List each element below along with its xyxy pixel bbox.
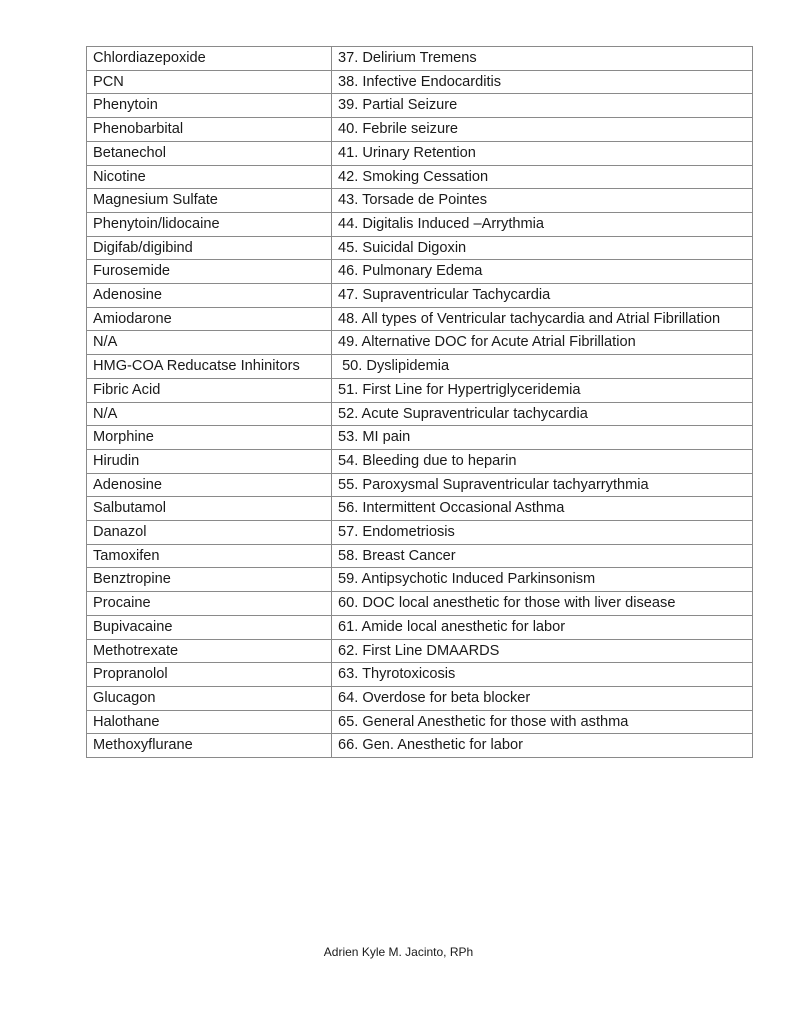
drug-cell: Methotrexate — [87, 639, 332, 663]
table-row — [87, 260, 753, 284]
indication-cell: 48. All types of Ventricular tachycardia and Atrial Fibrillation — [332, 307, 753, 331]
table-row — [87, 70, 753, 94]
indication-cell: 54. Bleeding due to heparin — [332, 449, 753, 473]
table-row — [87, 686, 753, 710]
table-row — [87, 189, 753, 213]
indication-cell: 46. Pulmonary Edema — [332, 260, 753, 284]
table-row — [87, 331, 753, 355]
indication-cell: 66. Gen. Anesthetic for labor — [332, 734, 753, 758]
table-row — [87, 568, 753, 592]
indication-cell: 57. Endometriosis — [332, 521, 753, 545]
table-row — [87, 402, 753, 426]
drug-cell: Procaine — [87, 592, 332, 616]
drug-cell: Digifab/digibind — [87, 236, 332, 260]
indication-cell: 59. Antipsychotic Induced Parkinsonism — [332, 568, 753, 592]
indication-cell: 37. Delirium Tremens — [332, 47, 753, 71]
table-row — [87, 615, 753, 639]
drug-cell: Bupivacaine — [87, 615, 332, 639]
indication-cell: 40. Febrile seizure — [332, 118, 753, 142]
drug-cell: Magnesium Sulfate — [87, 189, 332, 213]
indication-cell: 55. Paroxysmal Supraventricular tachyarrythmia — [332, 473, 753, 497]
indication-cell: 44. Digitalis Induced –Arrythmia — [332, 212, 753, 236]
drug-cell: Halothane — [87, 710, 332, 734]
drug-cell: Glucagon — [87, 686, 332, 710]
indication-cell: 56. Intermittent Occasional Asthma — [332, 497, 753, 521]
indication-cell: 51. First Line for Hypertriglyceridemia — [332, 378, 753, 402]
drug-cell: Adenosine — [87, 473, 332, 497]
table-row — [87, 118, 753, 142]
indication-cell: 41. Urinary Retention — [332, 141, 753, 165]
indication-cell: 39. Partial Seizure — [332, 94, 753, 118]
indication-cell: 53. MI pain — [332, 426, 753, 450]
drug-indication-table — [86, 46, 753, 758]
table-row — [87, 734, 753, 758]
drug-cell: Danazol — [87, 521, 332, 545]
table-row — [87, 449, 753, 473]
drug-cell: Salbutamol — [87, 497, 332, 521]
indication-cell: 63. Thyrotoxicosis — [332, 663, 753, 687]
drug-cell: Chlordiazepoxide — [87, 47, 332, 71]
indication-cell: 47. Supraventricular Tachycardia — [332, 284, 753, 308]
indication-cell: 62. First Line DMAARDS — [332, 639, 753, 663]
drug-cell: Phenytoin — [87, 94, 332, 118]
drug-cell: Fibric Acid — [87, 378, 332, 402]
table-row — [87, 710, 753, 734]
indication-cell: 42. Smoking Cessation — [332, 165, 753, 189]
table-row — [87, 473, 753, 497]
drug-cell: Furosemide — [87, 260, 332, 284]
drug-cell: Propranolol — [87, 663, 332, 687]
drug-cell: N/A — [87, 331, 332, 355]
drug-cell: Nicotine — [87, 165, 332, 189]
drug-cell: Hirudin — [87, 449, 332, 473]
table-body — [87, 47, 753, 758]
table-row — [87, 521, 753, 545]
indication-cell: 43. Torsade de Pointes — [332, 189, 753, 213]
drug-cell: Methoxyflurane — [87, 734, 332, 758]
indication-cell: 58. Breast Cancer — [332, 544, 753, 568]
indication-cell: 61. Amide local anesthetic for labor — [332, 615, 753, 639]
indication-cell: 52. Acute Supraventricular tachycardia — [332, 402, 753, 426]
drug-cell: N/A — [87, 402, 332, 426]
table-row — [87, 307, 753, 331]
indication-cell: 50. Dyslipidemia — [332, 355, 753, 379]
drug-cell: Tamoxifen — [87, 544, 332, 568]
table-row — [87, 663, 753, 687]
table-row — [87, 639, 753, 663]
table-row — [87, 378, 753, 402]
drug-cell: PCN — [87, 70, 332, 94]
table-row — [87, 284, 753, 308]
drug-cell: Phenytoin/lidocaine — [87, 212, 332, 236]
drug-cell: Phenobarbital — [87, 118, 332, 142]
drug-cell: Adenosine — [87, 284, 332, 308]
indication-cell: 60. DOC local anesthetic for those with liver disease — [332, 592, 753, 616]
indication-cell: 38. Infective Endocarditis — [332, 70, 753, 94]
drug-cell: HMG-COA Reducatse Inhinitors — [87, 355, 332, 379]
indication-cell: 64. Overdose for beta blocker — [332, 686, 753, 710]
indication-cell: 49. Alternative DOC for Acute Atrial Fibrillation — [332, 331, 753, 355]
drug-cell: Morphine — [87, 426, 332, 450]
table-row — [87, 592, 753, 616]
table-row — [87, 94, 753, 118]
indication-cell: 65. General Anesthetic for those with asthma — [332, 710, 753, 734]
drug-cell: Betanechol — [87, 141, 332, 165]
table-row — [87, 236, 753, 260]
table-row — [87, 165, 753, 189]
indication-cell: 45. Suicidal Digoxin — [332, 236, 753, 260]
footer-author: Adrien Kyle M. Jacinto, RPh — [323, 945, 474, 959]
table-row — [87, 141, 753, 165]
table-row — [87, 47, 753, 71]
table-row — [87, 544, 753, 568]
drug-cell: Amiodarone — [87, 307, 332, 331]
table-row — [87, 355, 753, 379]
drug-cell: Benztropine — [87, 568, 332, 592]
table-row — [87, 497, 753, 521]
table-row — [87, 426, 753, 450]
table-row — [87, 212, 753, 236]
